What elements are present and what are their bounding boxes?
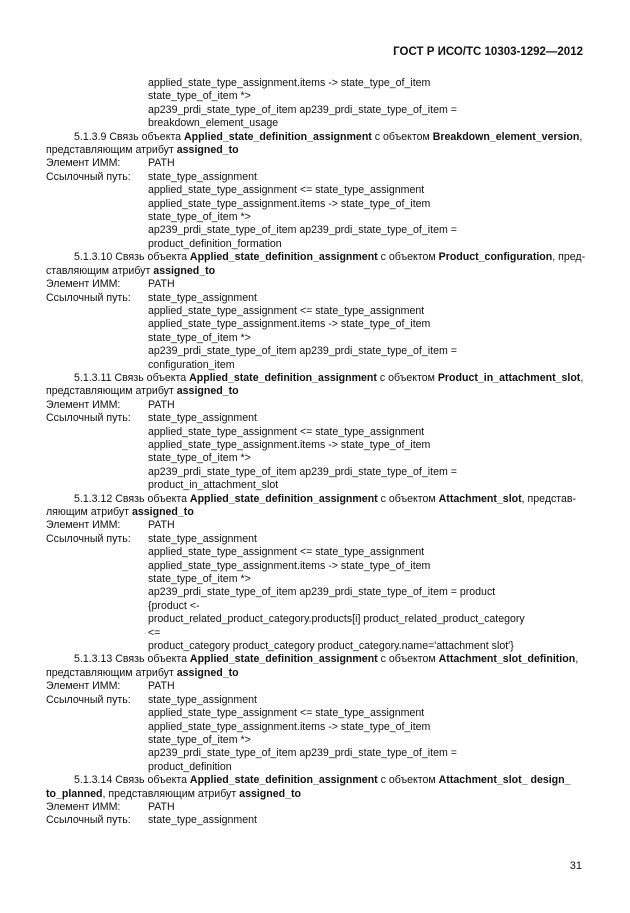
code-line: state_type_of_item *> bbox=[148, 452, 251, 465]
code-line: applied_state_type_assignment.items -> state_type_of_item bbox=[148, 77, 431, 89]
code-line: <= bbox=[148, 626, 161, 639]
ref-path-row: Ссылочный путь: state_type_assignment bbox=[46, 814, 257, 827]
code-line: ap239_prdi_state_type_of_item ap239_prdi_state_type_of_item = bbox=[148, 465, 457, 478]
imm-row: Элемент ИММ: PATH bbox=[46, 278, 175, 291]
code-line: product_in_attachment_slot bbox=[148, 479, 279, 492]
imm-row: Элемент ИММ: PATH bbox=[46, 398, 175, 411]
section-heading-5-1-3-9: 5.1.3.9 Связь объекта Applied_state_definition_assignment с объектом Breakdown_element_version, bbox=[74, 130, 583, 143]
section-heading-5-1-3-10: 5.1.3.10 Связь объекта Applied_state_definition_assignment с объектом Product_configuration, пред- bbox=[74, 251, 586, 264]
code-line: applied_state_type_assignment.items -> state_type_of_item bbox=[148, 438, 431, 451]
section-heading-5-1-3-13: 5.1.3.13 Связь объекта Applied_state_definition_assignment с объектом Attachment_slot_definition, bbox=[74, 653, 579, 666]
code-line: applied_state_type_assignment <= state_type_assignment bbox=[148, 184, 425, 197]
page-number: 31 bbox=[569, 860, 582, 872]
imm-row: Элемент ИММ: PATH bbox=[46, 800, 175, 813]
code-line: state_type_of_item *> bbox=[148, 733, 251, 746]
document-body bbox=[46, 77, 584, 828]
code-line: applied_state_type_assignment.items -> state_type_of_item bbox=[148, 720, 431, 733]
code-line: state_type_of_item *> bbox=[148, 90, 251, 103]
code-line: product_definition_formation bbox=[148, 237, 282, 250]
imm-row: Элемент ИММ: PATH bbox=[46, 519, 175, 532]
imm-row: Элемент ИММ: PATH bbox=[46, 157, 175, 170]
code-line: applied_state_type_assignment <= state_type_assignment bbox=[148, 546, 425, 559]
code-line: applied_state_type_assignment.items -> state_type_of_item bbox=[148, 197, 431, 210]
code-line: product_definition bbox=[148, 760, 232, 773]
ref-path-row: Ссылочный путь: state_type_assignment bbox=[46, 532, 257, 545]
code-line: state_type_of_item *> bbox=[148, 211, 251, 224]
imm-row: Элемент ИММ: PATH bbox=[46, 680, 175, 693]
section-heading-cont: представляющим атрибут assigned_to bbox=[46, 666, 239, 679]
code-line: ap239_prdi_state_type_of_item ap239_prdi_state_type_of_item = bbox=[148, 224, 457, 237]
section-heading-5-1-3-11: 5.1.3.11 Связь объекта Applied_state_definition_assignment с объектом Product_in_attachment_slot, bbox=[74, 371, 584, 384]
ref-path-row: Ссылочный путь: state_type_assignment bbox=[46, 693, 257, 706]
code-line: configuration_item bbox=[148, 358, 235, 371]
section-heading-cont: to_planned, представляющим атрибут assigned_to bbox=[46, 787, 301, 800]
ref-path-row: Ссылочный путь: state_type_assignment bbox=[46, 291, 257, 304]
ref-path-row: Ссылочный путь: state_type_assignment bbox=[46, 170, 257, 183]
code-line: breakdown_element_usage bbox=[148, 117, 279, 130]
section-heading-cont: ляющим атрибут assigned_to bbox=[46, 506, 194, 518]
page-header: ГОСТ Р ИСО/ТС 10303-1292—2012 bbox=[393, 46, 583, 58]
section-heading-cont: ставляющим атрибут assigned_to bbox=[46, 264, 216, 277]
code-line: applied_state_type_assignment <= state_type_assignment bbox=[148, 425, 425, 438]
section-heading-5-1-3-14: 5.1.3.14 Связь объекта Applied_state_definition_assignment с объектом Attachment_slot_ design_ bbox=[74, 774, 571, 787]
code-line: ap239_prdi_state_type_of_item ap239_prdi_state_type_of_item = bbox=[148, 345, 457, 358]
code-line: product_category product_category product_category.name='attachment slot'} bbox=[148, 640, 514, 653]
code-line: state_type_of_item *> bbox=[148, 331, 251, 344]
section-heading-cont: представляющим атрибут assigned_to bbox=[46, 385, 239, 398]
code-line: applied_state_type_assignment.items -> state_type_of_item bbox=[148, 559, 431, 572]
code-line: applied_state_type_assignment <= state_type_assignment bbox=[148, 304, 425, 317]
code-line: {product <- bbox=[148, 599, 200, 612]
section-heading-5-1-3-12: 5.1.3.12 Связь объекта Applied_state_definition_assignment с объектом Attachment_slot, представ- bbox=[74, 492, 577, 505]
code-line: ap239_prdi_state_type_of_item ap239_prdi_state_type_of_item = product bbox=[148, 586, 496, 599]
section-heading-cont: представляющим атрибут assigned_to bbox=[46, 144, 239, 157]
ref-path-row: Ссылочный путь: state_type_assignment bbox=[46, 412, 257, 425]
code-line: applied_state_type_assignment.items -> state_type_of_item bbox=[148, 318, 431, 331]
code-line: ap239_prdi_state_type_of_item ap239_prdi_state_type_of_item = bbox=[148, 747, 457, 760]
code-line: applied_state_type_assignment <= state_type_assignment bbox=[148, 707, 425, 720]
code-line: state_type_of_item *> bbox=[148, 573, 251, 586]
code-line: ap239_prdi_state_type_of_item ap239_prdi_state_type_of_item = bbox=[148, 103, 457, 116]
code-line: product_related_product_category.products[i] product_related_product_category bbox=[148, 613, 525, 626]
